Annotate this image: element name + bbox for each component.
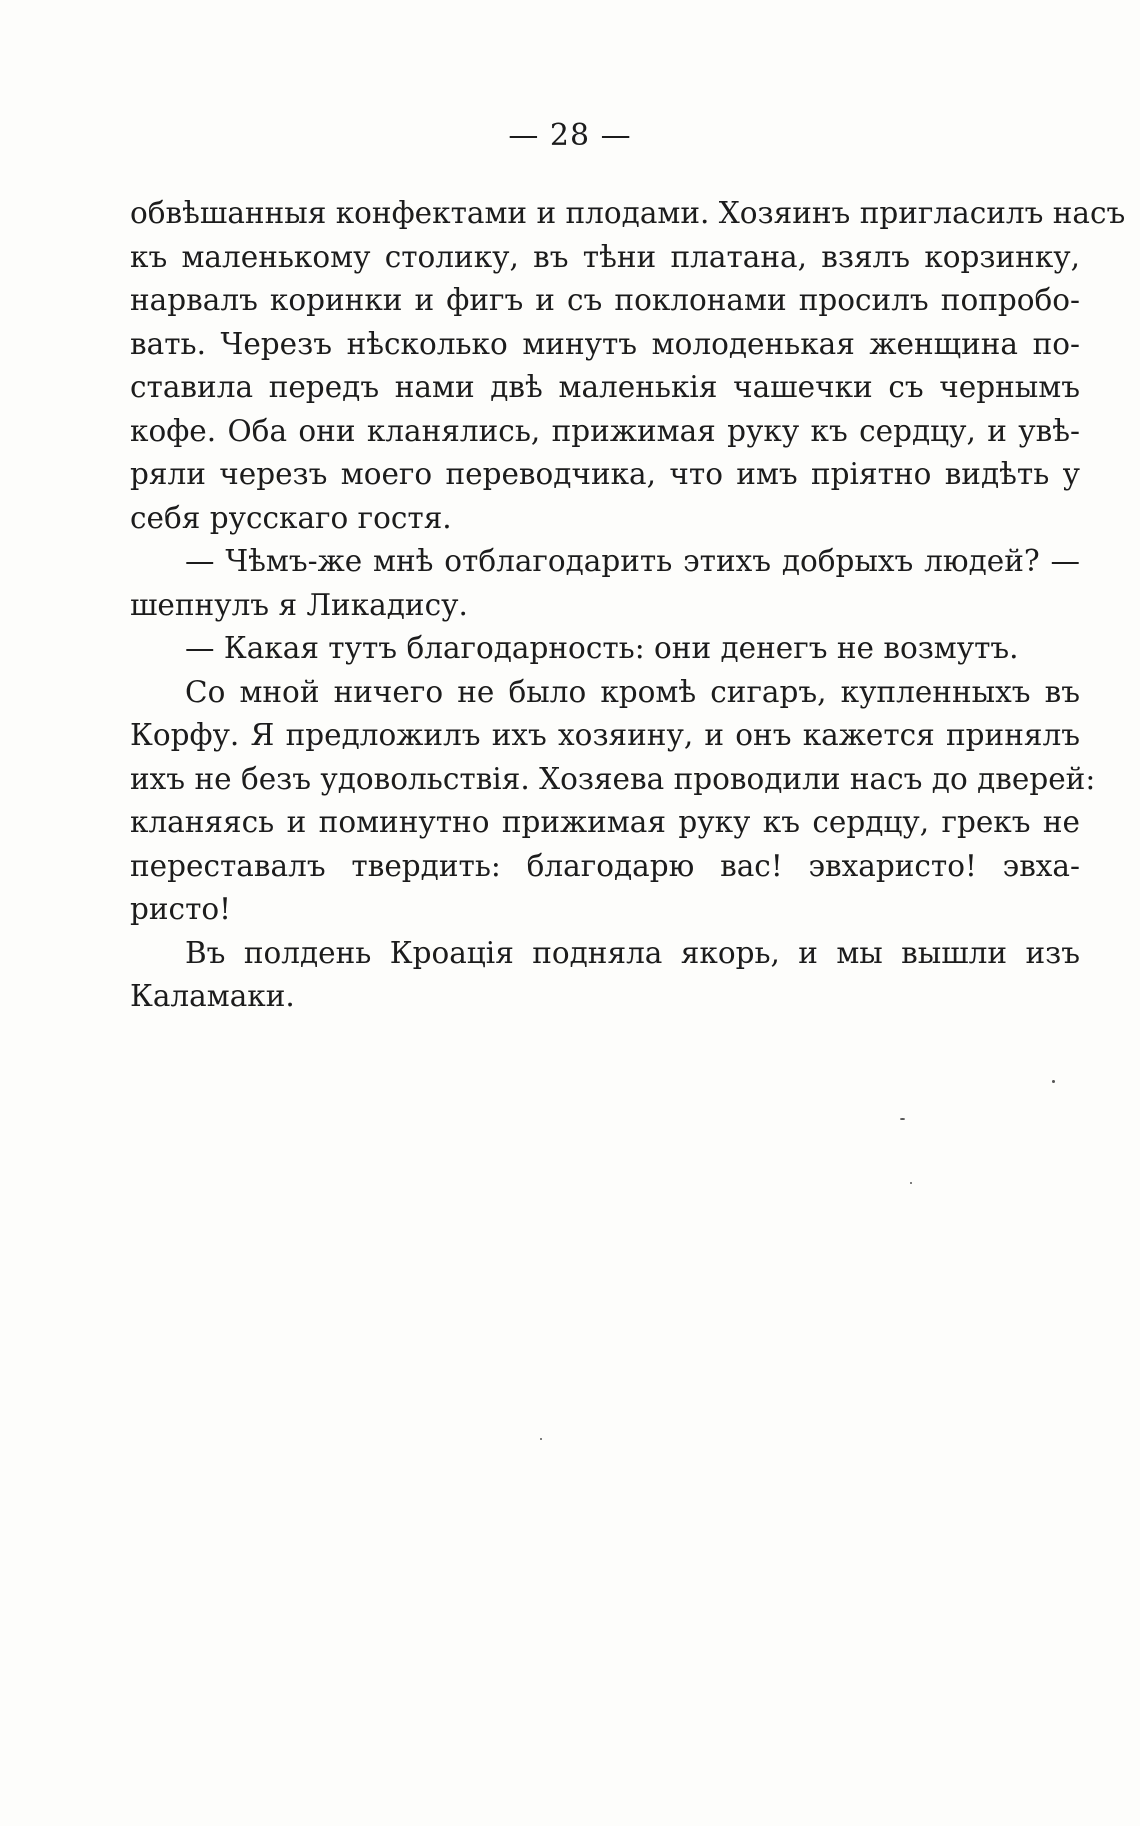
scan-speck	[900, 1118, 905, 1120]
text-line: себя русскаго гостя.	[130, 500, 452, 535]
scan-speck	[910, 1182, 912, 1184]
text-line: Въ полдень Кроація подняла якорь, и мы вышли изъ	[185, 935, 1080, 970]
text-line: — Чѣмъ-же мнѣ отблагодарить этихъ добрыхъ людей? —	[185, 544, 1080, 578]
text-line: Каламаки.	[130, 979, 295, 1013]
text-line: кофе. Оба они кланялись, прижимая руку къ сердцу, и увѣ-	[130, 413, 1080, 448]
text-line: обвѣшанныя конфектами и плодами. Хозяинъ пригласилъ насъ	[130, 196, 1126, 230]
text-line: вать. Черезъ нѣсколько минутъ молоденькая женщина по-	[130, 326, 1080, 361]
text-line: — Какая тутъ благодарность: они денегъ не возмутъ.	[185, 631, 1019, 665]
text-line: Со мной ничего не было кромѣ сигаръ, купленныхъ въ	[185, 674, 1080, 709]
text-line: нарвалъ коринки и фигъ и съ поклонами просилъ попробо-	[130, 283, 1080, 317]
page-number: — 28 —	[508, 118, 632, 153]
text-line: ристо!	[130, 892, 232, 926]
text-line: кланяясь и поминутно прижимая руку къ сердцу, грекъ не	[130, 805, 1080, 839]
text-line: Корфу. Я предложилъ ихъ хозяину, и онъ кажется принялъ	[130, 718, 1080, 752]
text-line: переставалъ твердить: благодарю вас! эвхаристо! эвха-	[130, 848, 1080, 883]
scan-speck	[540, 1438, 542, 1440]
text-line: ряли черезъ моего переводчика, что имъ пріятно видѣть у	[130, 457, 1080, 491]
body-text	[130, 192, 1126, 1019]
text-line: ставила передъ нами двѣ маленькія чашечки съ чернымъ	[130, 370, 1080, 404]
text-line: къ маленькому столику, въ тѣни платана, взялъ корзинку,	[130, 239, 1080, 274]
scan-speck	[1052, 1080, 1055, 1083]
text-line: ихъ не безъ удовольствія. Хозяева проводили насъ до дверей:	[130, 761, 1096, 796]
text-line: шепнулъ я Ликадису.	[130, 587, 468, 622]
